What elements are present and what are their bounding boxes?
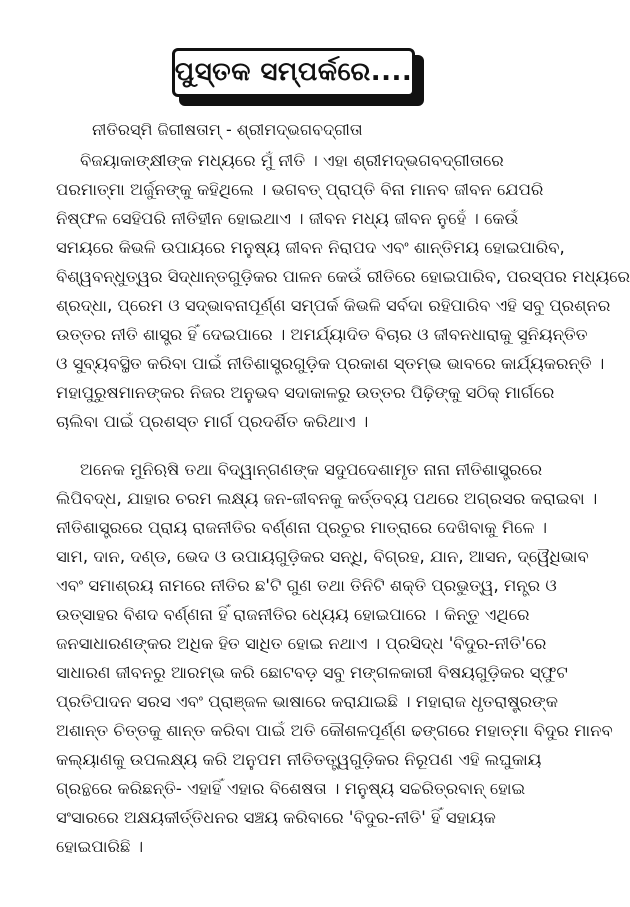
text-line: ବିଜୟାକାଙ୍‌କ୍ଷୀଙ୍କ ମଧ୍ୟରେ ମୁଁ ନୀତି । ଏହା ଶ୍ରୀମଦ୍‌ଭଗବଦ୍‌ଗୀତାରେ (80, 151, 504, 170)
title-box (172, 48, 415, 97)
text-line: ହୋଇପାରିଛି । (56, 837, 144, 856)
text-line: ନିଷ୍ଫଳ ସେହିପରି ନୀତିହୀନ ହୋଇଥାଏ । ଜୀବନ ମଧ୍ୟ ଜୀବନ ନୁହେଁ । କେଉଁ (56, 209, 519, 228)
text-line: ନୀତିଶାସ୍ତ୍ରରେ ପ୍ରାୟ ରାଜନୀତିର ବର୍ଣ୍ଣନା ପ୍ରଚୁର ମାତ୍ରାରେ ଦେଖିବାକୁ ମିଳେ । (56, 518, 548, 537)
body-text (56, 146, 630, 861)
text-line: ପ୍ରତିପାଦନ ସରସ ଏବଂ ପ୍ରାଞ୍ଜଳ ଭାଷାରେ କରାଯାଇଛି । ମହାରାଜ ଧୃତରାଷ୍ଟ୍ରଙ୍କ (56, 692, 558, 711)
text-line: ଉତ୍ତର ନୀତି ଶାସ୍ତ୍ର ହିଁ ଦେଇପାରେ । ଅମର୍ଯ୍ୟାଦିତ ବିଚାର ଓ ଜୀବନଧାରାକୁ ସୁନିୟନ୍ତିତ (56, 325, 588, 344)
text-line: ଜନସାଧାରଣଙ୍କର ଅଧିକ ହିତ ସାଧିତ ହୋଇ ନଥାଏ । ପ୍ରସିଦ୍ଧ 'ବିଦୁର-ନୀତି'ରେ (56, 634, 547, 653)
title-banner (172, 48, 424, 106)
text-line: ସାଧାରଣ ଜୀବନରୁ ଆରମ୍ଭ କରି ଛୋଟବଡ଼ ସବୁ ମଙ୍ଗଳକାରୀ ବିଷୟଗୁଡ଼ିକର ସ୍ଫୁଟ (56, 663, 568, 682)
text-line: ସାମ, ଦାନ, ଦଣ୍ଡ, ଭେଦ ଓ ଉପାୟଗୁଡ଼ିକର ସନ୍ଧି, ବିଗ୍ରହ, ଯାନ, ଆସନ, ଦ୍ୱୈଧିଭାବ (56, 547, 589, 566)
text-line: ବିଶ୍ୱବନ୍ଧୁତ୍ୱର ସିଦ୍ଧାନ୍ତଗୁଡ଼ିକର ପାଳନ କେଉଁ ରୀତିରେ ହୋଇପାରିବ, ପରସ୍ପର ମଧ୍ୟରେ (56, 267, 630, 286)
text-line: କଲ୍ୟାଣକୁ ଉପଲକ୍ଷ୍ୟ କରି ଅନୁପମ ନୀତିତତ୍ତ୍ୱଗୁଡ଼ିକର ନିରୂପଣ ଏହି ଲଘୁକାୟ (56, 750, 542, 769)
text-line: ସଂସାରରେ ଅକ୍ଷୟକୀର୍ତ୍ତିଧନର ସଞ୍ଚୟ କରିବାରେ 'ବିଦୁର-ନୀତି' ହିଁ ସହାୟକ (56, 808, 496, 827)
text-line: ଏବଂ ସମାଶ୍ରୟ ନାମରେ ନୀତିର ଛ'ଟି ଗୁଣ ତଥା ତିନିଟି ଶକ୍ତି ପ୍ରଭୁତ୍ୱ, ମନ୍ତ୍ର ଓ (56, 576, 557, 595)
text-line: ଅନେକ ମୁନିଋଷି ତଥା ବିଦ୍ୱାନ୍‌ଗଣଙ୍କ ସଦୁପଦେଶାମୃତ ନାନା ନୀତିଶାସ୍ତ୍ରରେ (80, 460, 543, 479)
paragraph-gap (56, 436, 558, 455)
page-title: ପୁସ୍ତକ ସମ୍ପର୍କରେ.... (174, 57, 413, 87)
text-line: ସମୟରେ କିଭଳି ଉପାୟରେ ମନୁଷ୍ୟ ଜୀବନ ନିରାପଦ ଏବଂ ଶାନ୍ତିମୟ ହୋଇପାରିବ, (56, 238, 565, 257)
epigraph: ନୀତିରସ୍ମି ଜିଗୀଷତାମ୍ - ଶ୍ରୀମଦ୍‌ଭଗବଦ୍‌ଗୀତା (92, 120, 363, 139)
text-line: ଓ ସୁବ୍ୟବସ୍ଥିତ କରିବା ପାଇଁ ନୀତିଶାସ୍ତ୍ରଗୁଡ଼ିକ ପ୍ରକାଶ ସ୍ତମ୍ଭ ଭାବରେ କାର୍ଯ୍ୟକରନ୍ତି । (56, 354, 605, 373)
text-line: ଚାଲିବା ପାଇଁ ପ୍ରଶସ୍ତ ମାର୍ଗ ପ୍ରଦର୍ଶିତ କରିଥାଏ । (56, 412, 369, 431)
text-line: ମହାପୁରୁଷମାନଙ୍କର ନିଜର ଅନୁଭବ ସଦାକାଳରୁ ଉତ୍ତର ପିଢ଼ିଙ୍କୁ ସଠିକ୍ ମାର୍ଗରେ (56, 383, 555, 402)
text-line: ଶ୍ରଦ୍ଧା, ପ୍ରେମ ଓ ସଦ୍‌ଭାବନାପୂର୍ଣ୍ଣ ସମ୍ପର୍କ କିଭଳି ସର୍ବଦା ରହିପାରିବ ଏହି ସବୁ ପ୍ରଶ୍ନର (56, 296, 611, 315)
text-line: ପରମାତ୍ମା ଅର୍ଜୁନଙ୍କୁ କହିଥିଲେ । ଭଗବତ୍ ପ୍ରାପ୍ତି ବିନା ମାନବ ଜୀବନ ଯେପରି (56, 180, 544, 199)
text-line: ଅଶାନ୍ତ ଚିତ୍ତକୁ ଶାନ୍ତ କରିବା ପାଇଁ ଅତି କୌଶଳପୂର୍ଣ୍ଣ ଢଙ୍ଗରେ ମହାତ୍ମା ବିଦୁର ମାନବ (56, 721, 613, 740)
text-line: ଉତ୍ସାହର ବିଶଦ ବର୍ଣ୍ଣନା ହିଁ ରାଜନୀତିର ଧ୍ୟେୟ ହୋଇପାରେ । କିନ୍ତୁ ଏଥିରେ (56, 605, 530, 624)
text-line: ଗ୍ରନ୍ଥରେ କରିଛନ୍ତି- ଏହାହିଁ ଏହାର ବିଶେଷତା । ମନୁଷ୍ୟ ସଚ୍ଚରିତ୍ରବାନ୍ ହୋଇ (56, 779, 526, 798)
text-line: ଲିପିବଦ୍ଧ, ଯାହାର ଚରମ ଲକ୍ଷ୍ୟ ଜନ-ଜୀବନକୁ କର୍ତ୍ତବ୍ୟ ପଥରେ ଅଗ୍ରସର କରାଇବା । (56, 489, 598, 508)
